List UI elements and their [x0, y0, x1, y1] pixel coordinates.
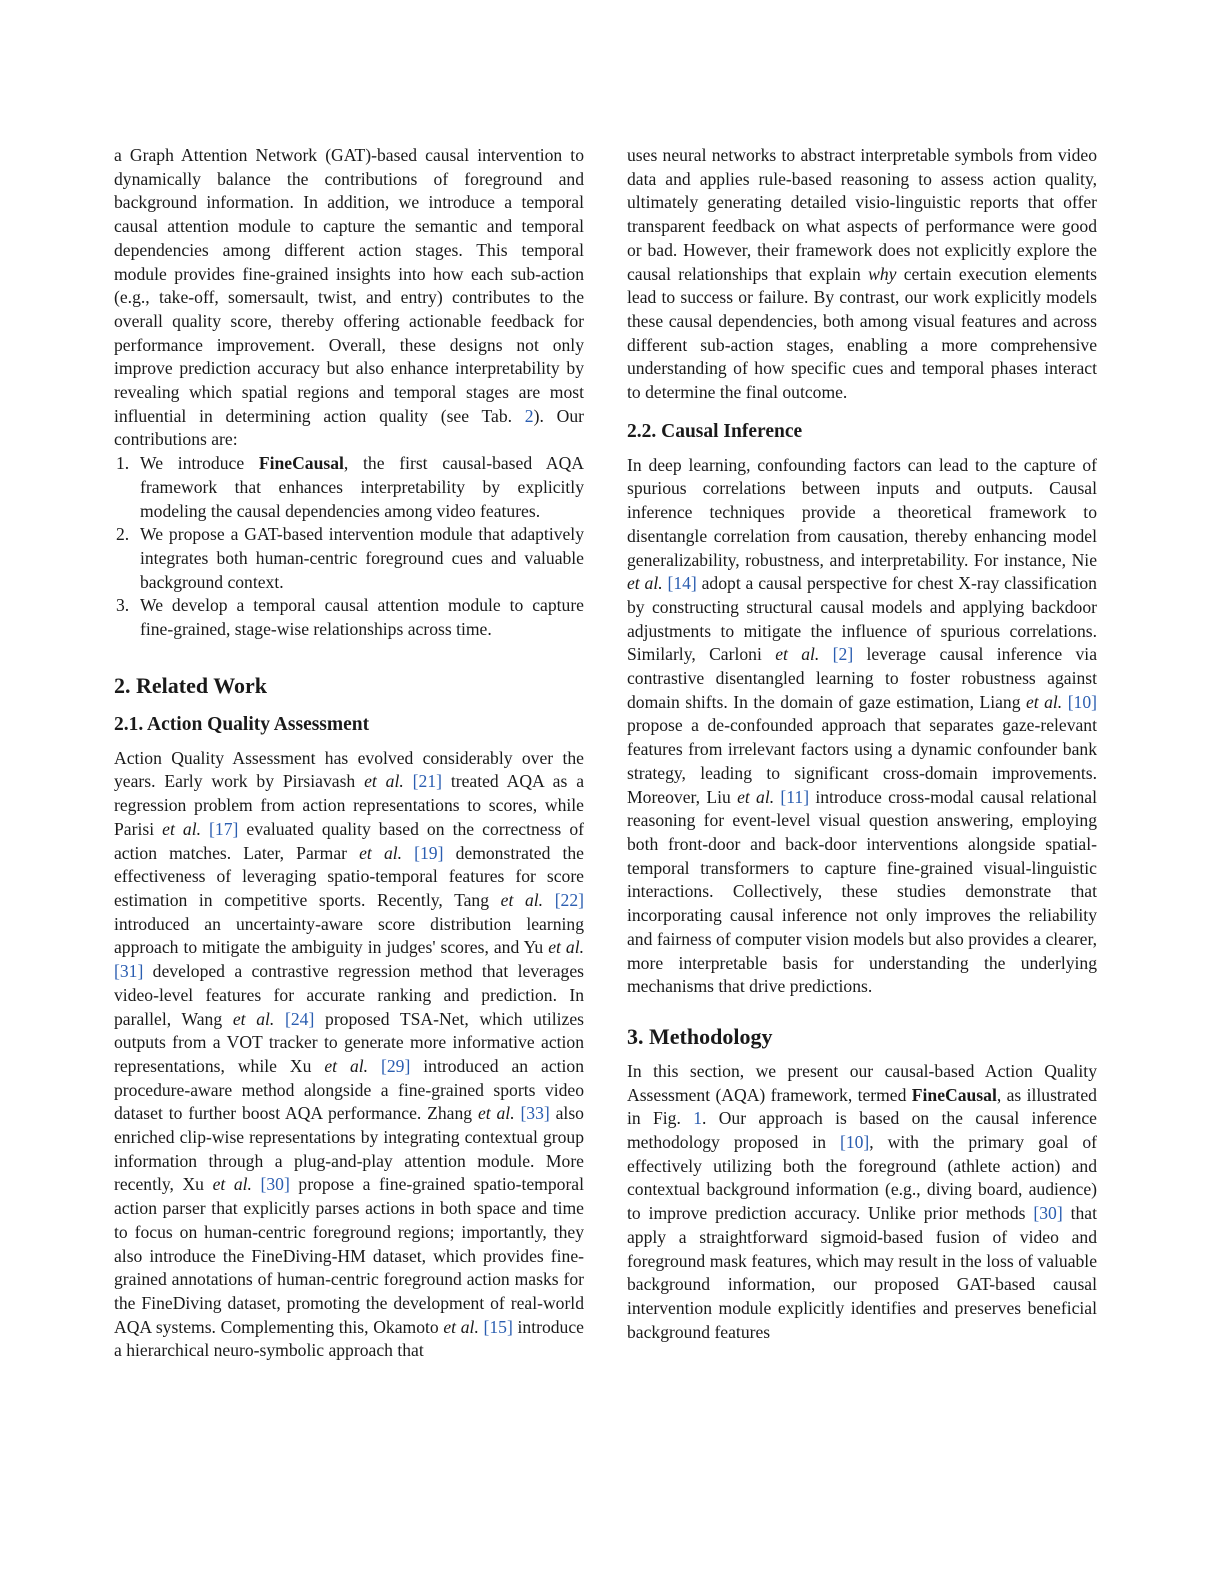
intro-paragraph: a Graph Attention Network (GAT)-based causal intervention to dynamically balance the contributions of foreground and background information. In addition, we introduce a temporal causal attention module to capture the semantic and temporal dependencies among different action stages. This temporal module provides fine-grained insights into how each sub-action (e.g., take-off, somersault, twist, and entry) contributes to the overall quality score, thereby offering actionable feedback for performance improvement. Overall, these designs not only improve prediction accuracy but also enhance interpretability by revealing which spatial regions and temporal stages are most influential in determining action quality (see Tab. 2). Our contributions are: [114, 145, 584, 450]
right-column [627, 144, 1097, 1344]
citation-link[interactable]: [33] [520, 1103, 550, 1124]
citation-link[interactable]: [29] [381, 1055, 411, 1076]
continuation-paragraph: uses neural networks to abstract interpretable symbols from video data and applies rule-based reasoning to assess action quality, ultimately generating detailed visio-linguistic reports that offer transparent feedback on what aspects of performance were good or bad. However, their framework does not explicitly explore the causal relationships that explain why certain execution elements lead to success or failure. By contrast, our work explicitly models these causal dependencies, both among visual features and across different sub-action stages, enabling a more comprehensive understanding of how specific cues and temporal phases interact to determine the final outcome. [627, 145, 1098, 403]
citation-link[interactable]: [30] [1033, 1203, 1063, 1224]
citation-link[interactable]: [31] [114, 961, 144, 982]
list-item: 2. We propose a GAT-based intervention module that adaptively integrates both human-centric foreground cues and valuable background context. [116, 524, 584, 592]
list-item: 3. We develop a temporal causal attention module to capture fine-grained, stage-wise relationships across time. [116, 595, 584, 640]
citation-link[interactable]: [10] [1067, 691, 1097, 712]
citation-link[interactable]: [11] [780, 786, 810, 807]
subsection-title-causal-inference: 2.2. Causal Inference [627, 420, 803, 442]
aqa-paragraph: Action Quality Assessment has evolved considerably over the years. Early work by Pirsiavash et al. [21] treated AQA as a regression problem from action representations to scores, while Parisi et al. [17] evaluated quality based on the correctness of action matches. Later, Parmar et al. [19] demonstrated the effectiveness of leveraging spatio-temporal features for score estimation in competitive sports. Recently, Tang et al. [22] introduced an uncertainty-aware score distribution learning approach to mitigate the ambiguity in judges' scores, and Yu et al. [31] developed a contrastive regression method that leverages video-level features for accurate ranking and prediction. In parallel, Wang et al. [24] proposed TSA-Net, which utilizes outputs from a VOT tracker to generate more informative action representations, while Xu et al. [29] introduced an action procedure-aware method alongside a fine-grained sports video dataset to further boost AQA performance. Zhang et al. [33] also enriched clip-wise representations by integrating contextual group information through a plug-and-play attention module. More recently, Xu et al. [30] propose a fine-grained spatio-temporal action parser that explicitly parses actions in both space and time to focus on human-centric foreground regions; importantly, they also introduce the FineDiving-HM dataset, which provides fine-grained annotations of human-centric foreground action masks for the FineDiving dataset, promoting the development of real-world AQA systems. Complementing this, Okamoto et al. [15] introduce a hierarchical neuro-symbolic approach that [114, 747, 585, 1361]
citation-link[interactable]: [30] [260, 1174, 290, 1195]
citation-link[interactable]: [24] [285, 1008, 315, 1029]
citation-link[interactable]: [15] [483, 1316, 513, 1337]
section-title-related-work: 2. Related Work [114, 672, 267, 698]
citation-link[interactable]: [17] [209, 818, 239, 839]
section-title-methodology: 3. Methodology [627, 1023, 773, 1049]
citation-link[interactable]: [2] [832, 644, 854, 665]
figure-ref-link[interactable]: 1 [693, 1108, 702, 1129]
left-column [114, 144, 584, 1363]
subsection-title-aqa: 2.1. Action Quality Assessment [114, 713, 370, 735]
citation-link[interactable]: [19] [414, 842, 444, 863]
citation-link[interactable]: [14] [667, 573, 697, 594]
causal-inference-paragraph: In deep learning, confounding factors can lead to the capture of spurious correlations between inputs and outputs. Causal inference techniques provide a theoretical framework to disentangle correlation from causation, thereby enhancing model generalizability, robustness, and interpretability. For instance, Nie et al. [14] adopt a causal perspective for chest X-ray classification by constructing structural causal models and applying backdoor adjustments to mitigate the influence of spurious correlations. Similarly, Carloni et al. [2] leverage causal inference via contrastive disentangled learning to foster robustness against domain shifts. In the domain of gaze estimation, Liang et al. [10] propose a de-confounded approach that separates gaze-relevant features from irrelevant factors using a dynamic confounder bank strategy, leading to significant cross-domain improvements. Moreover, Liu et al. [11] introduce cross-modal causal relational reasoning for event-level visual question answering, employing both front-door and back-door interventions alongside spatial-temporal transformers to capture fine-grained visual-linguistic interactions. Collectively, these studies demonstrate that incorporating causal inference not only improves the reliability and fairness of computer vision models but also provides a clearer, more interpretable basis for understanding the underlying mechanisms that drive predictions. [627, 454, 1097, 997]
list-item: 1. We introduce FineCausal, the first causal-based AQA framework that enhances interpretability by explicitly modeling the causal dependencies among video features. [116, 453, 584, 521]
contributions-list [114, 452, 584, 642]
citation-link[interactable]: [22] [554, 889, 585, 910]
citation-link[interactable]: [21] [412, 771, 442, 792]
methodology-paragraph: In this section, we present our causal-based Action Quality Assessment (AQA) framework, termed FineCausal, as illustrated in Fig. 1. Our approach is based on the causal inference methodology proposed in [10], with the primary goal of effectively utilizing both the foreground (athlete action) and contextual background information (e.g., diving board, audience) to improve prediction accuracy. Unlike prior methods [30] that apply a straightforward sigmoid-based fusion of video and foreground mask features, which may result in the loss of valuable background information, our proposed GAT-based causal intervention module explicitly identifies and preserves beneficial background features [627, 1060, 1097, 1342]
citation-link[interactable]: [10] [839, 1132, 870, 1153]
table-ref-link[interactable]: 2 [524, 405, 534, 426]
